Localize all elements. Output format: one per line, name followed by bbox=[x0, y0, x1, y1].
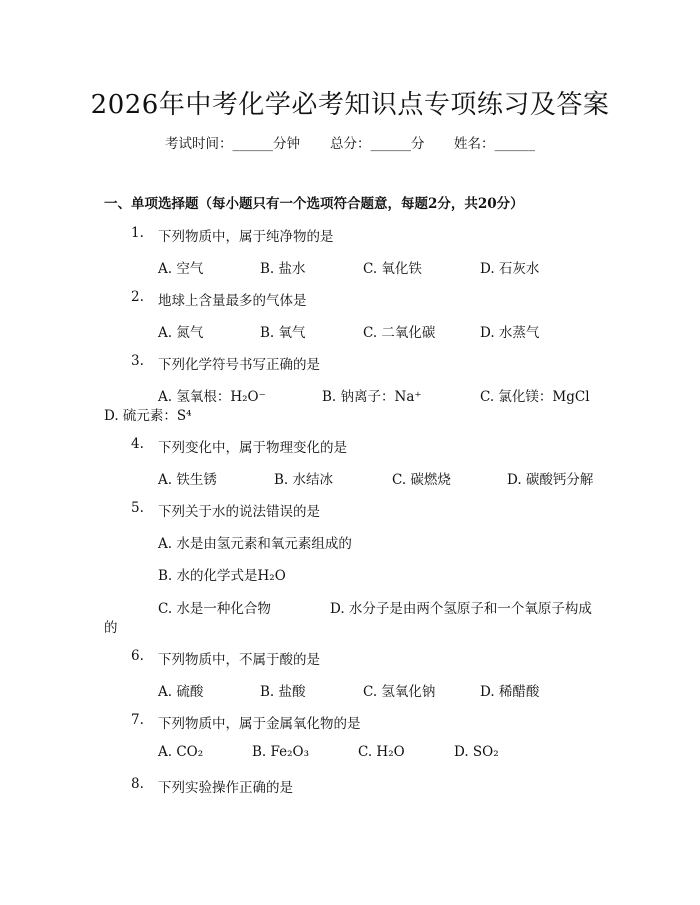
question-number: 1. bbox=[131, 225, 144, 241]
option-b: B. 盐酸 bbox=[260, 684, 306, 700]
question-number: 3. bbox=[131, 353, 144, 369]
question-number: 2. bbox=[131, 289, 144, 305]
option-d: D. 碳酸钙分解 bbox=[507, 472, 594, 488]
option-c: C. H₂O bbox=[358, 744, 405, 760]
option-a: A. CO₂ bbox=[158, 744, 204, 760]
option-b: B. 水结冰 bbox=[274, 472, 334, 488]
question-number: 6. bbox=[131, 648, 144, 664]
option-c: C. 二氧化碳 bbox=[363, 325, 436, 341]
page-title: 2026年中考化学必考知识点专项练习及答案 bbox=[90, 90, 610, 120]
option-b: B. 水的化学式是H₂O bbox=[158, 568, 286, 584]
exam-time-field: 考试时间：______分钟 bbox=[165, 136, 300, 152]
question-stem: 下列物质中，属于纯净物的是 bbox=[158, 229, 334, 245]
question-stem: 下列化学符号书写正确的是 bbox=[158, 357, 320, 373]
student-name-field: 姓名：______ bbox=[454, 136, 535, 152]
option-d: D. 水分子是由两个氢原子和一个氧原子构成 bbox=[330, 601, 592, 617]
option-d: D. 石灰水 bbox=[480, 261, 540, 277]
option-a: A. 氮气 bbox=[158, 325, 204, 341]
option-b: B. Fe₂O₃ bbox=[252, 744, 310, 760]
question-stem: 下列物质中，属于金属氧化物的是 bbox=[158, 716, 361, 732]
question-number: 7. bbox=[131, 712, 144, 728]
option-a: A. 硫酸 bbox=[158, 684, 204, 700]
option-b: B. 氧气 bbox=[260, 325, 306, 341]
section-heading: 一、单项选择题（每小题只有一个选项符合题意，每题2分，共20分） bbox=[104, 196, 524, 212]
option-b: B. 钠离子：Na⁺ bbox=[322, 389, 422, 405]
option-a: A. 氢氧根：H₂O⁻ bbox=[158, 389, 266, 405]
question-number: 5. bbox=[131, 500, 144, 516]
option-a: A. 铁生锈 bbox=[158, 472, 217, 488]
option-d: D. 硫元素：S⁴ bbox=[104, 408, 192, 424]
option-c: C. 氢氧化钠 bbox=[363, 684, 436, 700]
option-b: B. 盐水 bbox=[260, 261, 306, 277]
option-c: C. 氧化铁 bbox=[363, 261, 422, 277]
question-stem: 下列变化中，属于物理变化的是 bbox=[158, 440, 347, 456]
option-a: A. 水是由氢元素和氧元素组成的 bbox=[158, 536, 352, 552]
question-stem: 地球上含量最多的气体是 bbox=[158, 293, 307, 309]
question-stem: 下列关于水的说法错误的是 bbox=[158, 504, 320, 520]
option-c: C. 碳燃烧 bbox=[392, 472, 451, 488]
option-a: A. 空气 bbox=[158, 261, 204, 277]
option-d: D. 稀醋酸 bbox=[480, 684, 540, 700]
question-number: 8. bbox=[131, 776, 144, 792]
option-d: D. SO₂ bbox=[454, 744, 499, 760]
option-d: D. 水蒸气 bbox=[480, 325, 540, 341]
total-score-field: 总分：______分 bbox=[330, 136, 425, 152]
question-number: 4. bbox=[131, 436, 144, 452]
option-c: C. 氯化镁：MgCl bbox=[480, 389, 590, 405]
question-stem: 下列物质中，不属于酸的是 bbox=[158, 652, 320, 668]
option-d-continuation: 的 bbox=[104, 620, 118, 636]
option-c: C. 水是一种化合物 bbox=[158, 601, 271, 617]
question-stem: 下列实验操作正确的是 bbox=[158, 780, 293, 796]
